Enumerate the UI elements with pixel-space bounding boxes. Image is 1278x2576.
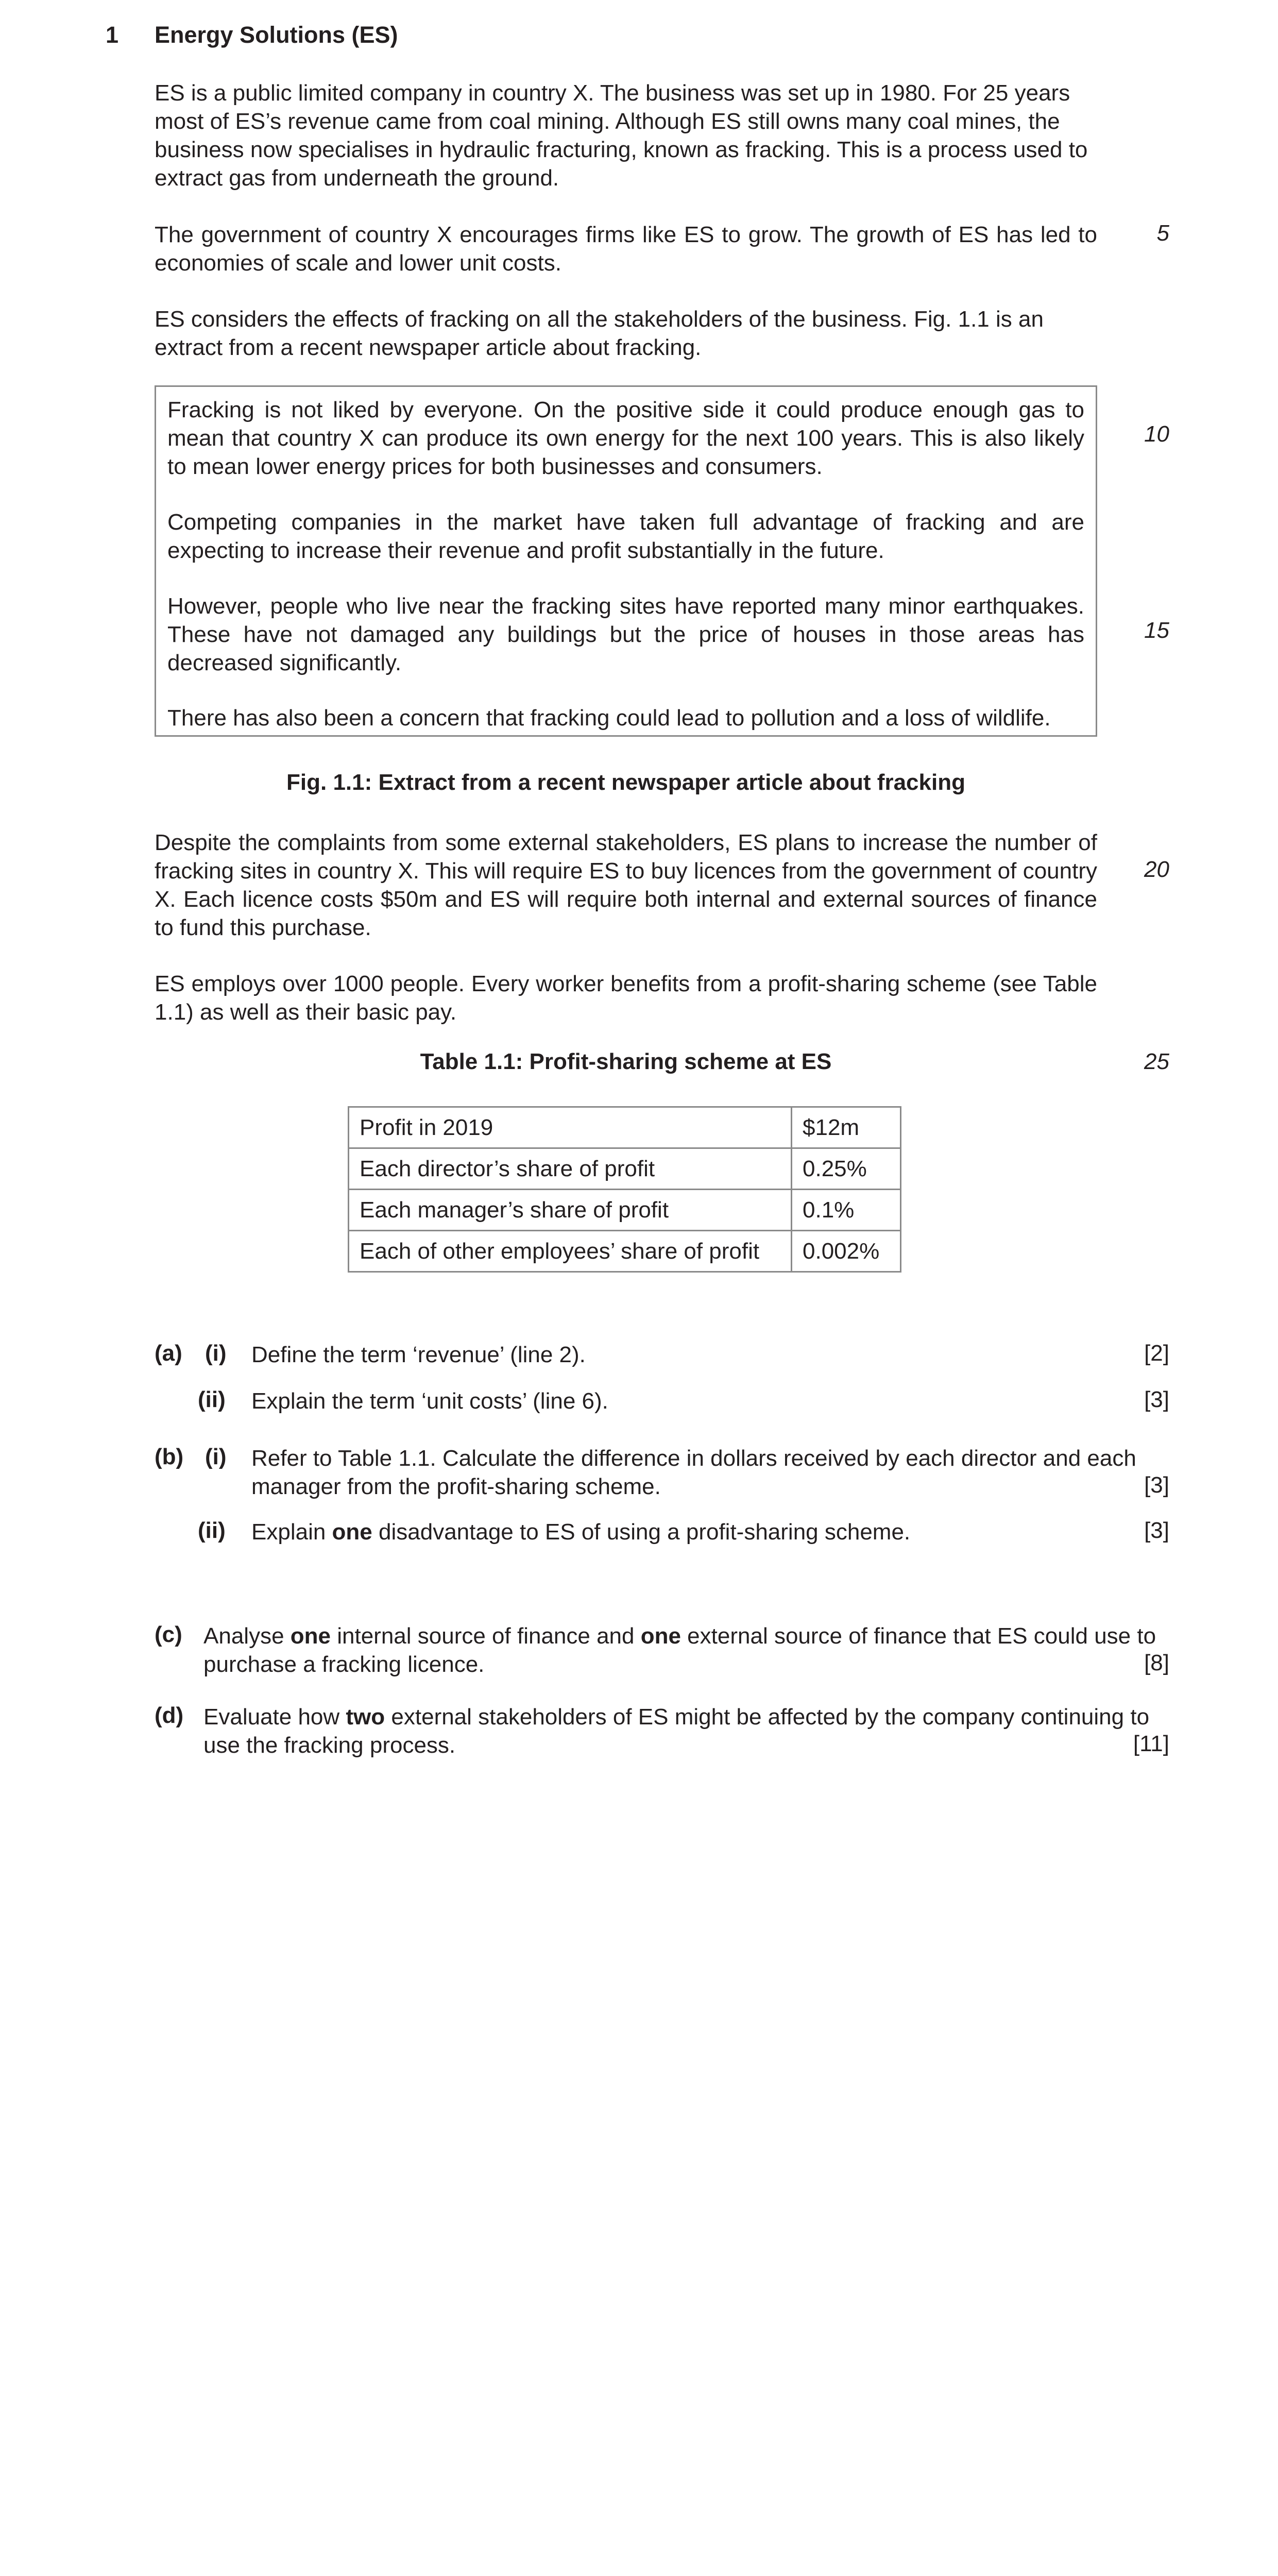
part-d-label: (d) — [155, 1703, 184, 1728]
part-b-ii-text: Explain one disadvantage to ES of using a profit-sharing scheme. — [251, 1519, 911, 1545]
line-number-5: 5 — [1156, 221, 1169, 246]
part-c-mark: [8] — [1144, 1650, 1169, 1675]
table-row — [349, 1107, 901, 1148]
part-c-text: Analyse one internal source of finance and one external source of finance that ES could use to purchase a fracking licence. — [203, 1623, 1156, 1677]
line-number-10: 10 — [1144, 421, 1169, 447]
part-a-i-mark: [2] — [1144, 1341, 1169, 1366]
part-d-text: Evaluate how two external stakeholders of ES might be affected by the company continuing to use the fracking process. — [203, 1704, 1150, 1758]
part-a-ii-label: (ii) — [198, 1387, 226, 1412]
newspaper-extract-box — [155, 385, 1097, 737]
extract-paragraph-2: Competing companies in the market have taken full advantage of fracking and are expecting to increase their revenue and profit substantially in the future. — [167, 510, 1084, 563]
part-a-ii-mark: [3] — [1144, 1387, 1169, 1412]
table-row — [349, 1231, 901, 1272]
government-paragraph: The government of country X encourages firms like ES to grow. The growth of ES has led to economies of scale and lower unit costs. — [155, 222, 1097, 276]
line-number-20: 20 — [1144, 857, 1169, 882]
licence-paragraph: Despite the complaints from some external stakeholders, ES plans to increase the number of fracking sites in country X. This will require ES to buy licences from the government of country X. Each licence costs $50m and ES will require both internal and external sources of finance to fund this purchase. — [155, 830, 1097, 940]
part-b-ii-mark: [3] — [1144, 1518, 1169, 1543]
table-caption: Table 1.1: Profit-sharing scheme at ES — [420, 1049, 832, 1074]
employees-paragraph: ES employs over 1000 people. Every worker benefits from a profit-sharing scheme (see Table 1.1) as well as their basic pay. — [155, 971, 1097, 1025]
part-a-i-text: Define the term ‘revenue’ (line 2). — [251, 1342, 586, 1367]
part-a-label: (a) — [155, 1341, 182, 1366]
table-cell-value: 0.002% — [792, 1231, 901, 1272]
part-a-i-label: (i) — [205, 1341, 227, 1366]
part-c-label: (c) — [155, 1622, 182, 1647]
stakeholders-paragraph: ES considers the effects of fracking on all the stakeholders of the business. Fig. 1.1 is an extract from a recent newspaper article about fracking. — [155, 307, 1044, 360]
case-study-title: Energy Solutions (ES) — [155, 22, 398, 48]
table-cell-label: Each director’s share of profit — [349, 1148, 792, 1190]
profit-sharing-table — [348, 1106, 901, 1273]
table-cell-label: Profit in 2019 — [349, 1107, 792, 1148]
part-b-i-label: (i) — [205, 1444, 227, 1469]
line-number-25: 25 — [1144, 1049, 1169, 1074]
line-number-15: 15 — [1144, 618, 1169, 643]
table-row — [349, 1190, 901, 1231]
part-b-i-mark: [3] — [1144, 1472, 1169, 1498]
extract-paragraph-1: Fracking is not liked by everyone. On the positive side it could produce enough gas to mean that country X can produce its own energy for the next 100 years. This is also likely to mean lower energy prices for both businesses and consumers. — [167, 397, 1084, 479]
figure-caption: Fig. 1.1: Extract from a recent newspaper article about fracking — [286, 770, 965, 795]
table-cell-label: Each of other employees’ share of profit — [349, 1231, 792, 1272]
question-number: 1 — [106, 22, 119, 48]
intro-paragraph: ES is a public limited company in country X. The business was set up in 1980. For 25 years most of ES’s revenue came from coal mining. Although ES still owns many coal mines, the business now specialises in hydraulic fracturing, known as fracking. This is a process used to extract gas from underneath the ground. — [155, 80, 1088, 191]
table-cell-value: $12m — [792, 1107, 901, 1148]
part-d-mark: [11] — [1133, 1731, 1169, 1756]
table-cell-label: Each manager’s share of profit — [349, 1190, 792, 1231]
part-b-ii-label: (ii) — [198, 1518, 226, 1543]
extract-paragraph-3: However, people who live near the fracking sites have reported many minor earthquakes. These have not damaged any buildings but the price of houses in those areas has decreased significantly. — [167, 594, 1084, 675]
table-row — [349, 1148, 901, 1190]
extract-paragraph-4: There has also been a concern that fracking could lead to pollution and a loss of wildlife. — [167, 705, 1051, 731]
part-a-ii-text: Explain the term ‘unit costs’ (line 6). — [251, 1388, 608, 1414]
table-cell-value: 0.25% — [792, 1148, 901, 1190]
part-b-i-text: Refer to Table 1.1. Calculate the difference in dollars received by each director and each manager from the profit-sharing scheme. — [251, 1446, 1136, 1499]
part-b-label: (b) — [155, 1444, 184, 1469]
table-cell-value: 0.1% — [792, 1190, 901, 1231]
